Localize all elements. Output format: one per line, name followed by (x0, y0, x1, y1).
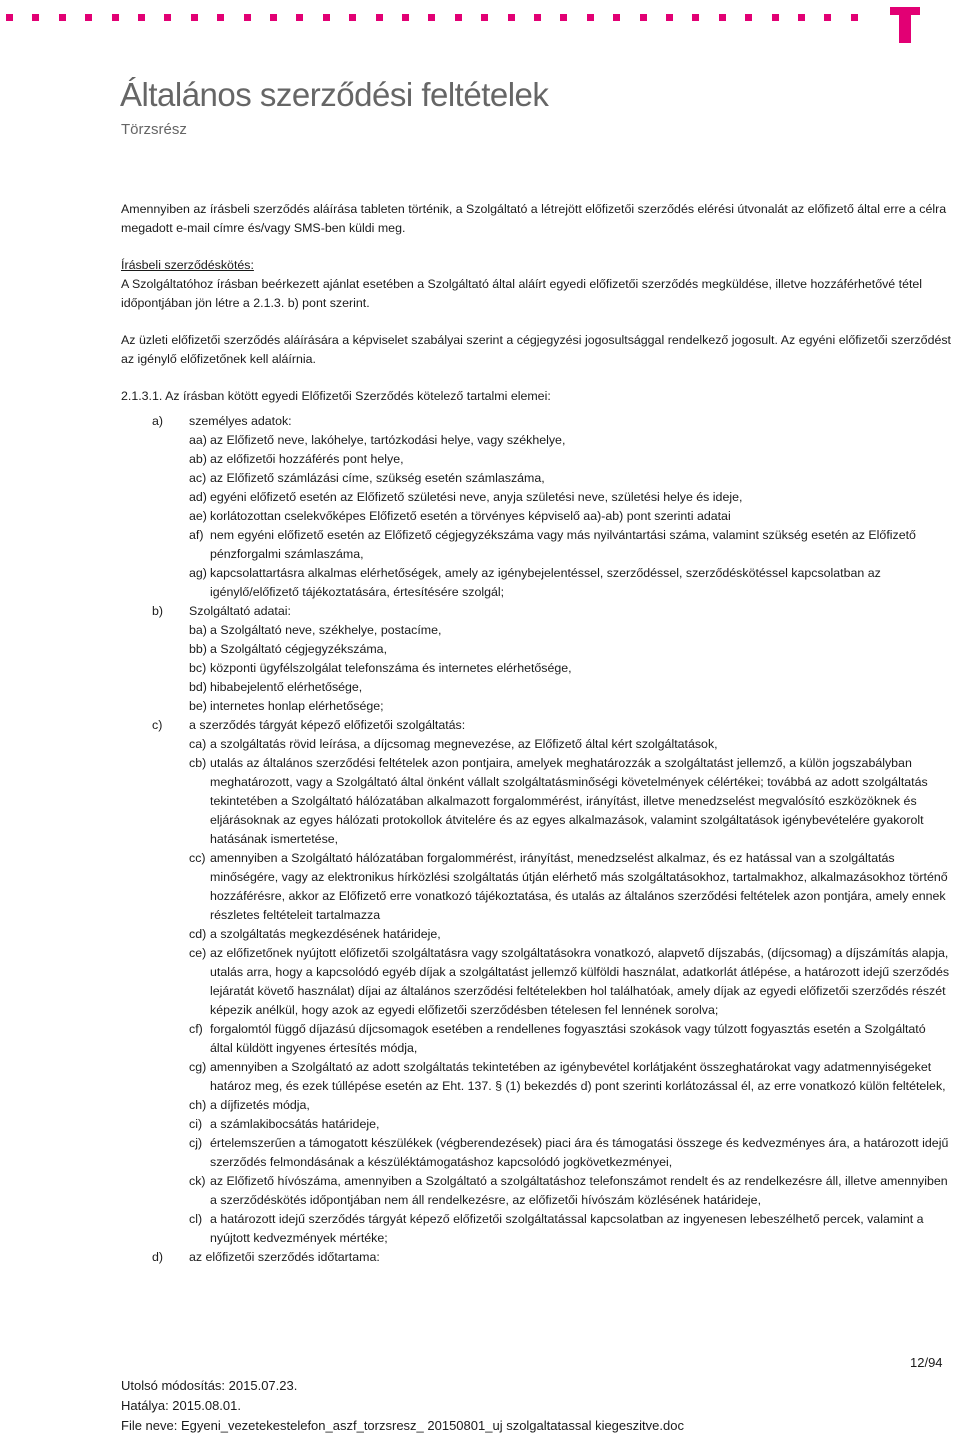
header-dot (508, 14, 515, 21)
sub-list-item-label: ch) (189, 1098, 207, 1112)
header-dot (217, 14, 224, 21)
list-item (121, 1248, 951, 1267)
sub-list-item (121, 754, 951, 849)
header-dot (851, 14, 858, 21)
sub-list-item (121, 849, 951, 925)
sub-list-item-text: a díjfizetés módja, (210, 1098, 310, 1112)
content-list (121, 412, 951, 1267)
sub-list-item (121, 1134, 951, 1172)
header-dot (376, 14, 383, 21)
section-heading: Írásbeli szerződéskötés: (121, 258, 254, 272)
t-logo-icon (886, 7, 926, 43)
sub-list-item (121, 735, 951, 754)
sub-list-item-label: bd) (189, 680, 207, 694)
list-item (121, 716, 951, 735)
sub-list-item-label: cb) (189, 756, 207, 770)
page-number: 12/94 (910, 1355, 943, 1370)
sub-list-item (121, 1058, 951, 1096)
header-dot (85, 14, 92, 21)
list-item-text: a szerződés tárgyát képező előfizetői szolgáltatás: (189, 718, 466, 732)
sub-list-item-label: bb) (189, 642, 207, 656)
sub-list-item-label: ae) (189, 509, 207, 523)
sub-list-item-label: ck) (189, 1174, 206, 1188)
header-dot (613, 14, 620, 21)
header-dot (244, 14, 251, 21)
sub-list-item-text: egyéni előfizető esetén az Előfizető születési neve, anyja születési neve, születési helye és ideje, (210, 490, 743, 504)
header-dot (692, 14, 699, 21)
sub-list-item-text: az előfizetőnek nyújtott előfizetői szolgáltatásra vagy szolgáltatásokra vonatkozó, alapvető díjszabás, (díjcsomag) a díjszámítás alapja, utalás arra, hogy a kapcsolódó egyéb díjak a szolgáltatást jellemző külföldi használat, adatkorlát átlépése, a határozott idejű szerződés lejáratát követő használat) díjai az általános szerződési feltételekben hol találhatóak, amely díjak az egyedi előfizetői szerződés részét képezik anélkül, hogy azok az egyedi előfizetői szerződésben tételesen fel lennének sorolva; (210, 946, 950, 1017)
header-dot (560, 14, 567, 21)
header-dot (138, 14, 145, 21)
sub-list-item-label: ad) (189, 490, 207, 504)
sub-list-item-text: kapcsolattartásra alkalmas elérhetőségek, amely az igénybejelentéssel, szerződéssel, szerződéskötéssel kapcsolatban az igénylő/előfizető tájékoztatására, értesítésére szolgál; (210, 566, 881, 599)
header-dot (112, 14, 119, 21)
header-dot (32, 14, 39, 21)
sub-list-item (121, 678, 951, 697)
header-dot (587, 14, 594, 21)
footer-effective: Hatálya: 2015.08.01. (121, 1398, 241, 1413)
sub-list-item-label: ci) (189, 1117, 203, 1131)
sub-list-item-label: cg) (189, 1060, 207, 1074)
sub-list-item-text: a határozott idejű szerződés tárgyát képező előfizetői szolgáltatással kapcsolatban az ingyenesen lebeszélhető percek, valamint a nyújtott kedvezmények mértéke; (210, 1212, 924, 1245)
sub-list-item (121, 507, 951, 526)
sub-list-item (121, 488, 951, 507)
header-dot (191, 14, 198, 21)
header-dot (772, 14, 779, 21)
sub-list-item-label: ca) (189, 737, 207, 751)
footer-modified: Utolsó módosítás: 2015.07.23. (121, 1378, 298, 1393)
list-item (121, 602, 951, 621)
header-dot (164, 14, 171, 21)
sub-list-item-text: a szolgáltatás rövid leírása, a díjcsomag megnevezése, az Előfizető által kért szolgáltatások, (210, 737, 718, 751)
sub-list-item (121, 621, 951, 640)
sub-list-item-text: nem egyéni előfizető esetén az Előfizető cégjegyzékszáma vagy más nyilvántartási száma, valamint szükség esetén az Előfizető pénzforgalmi számlaszáma, (210, 528, 916, 561)
header-dot (323, 14, 330, 21)
sub-list-item-text: az Előfizető hívószáma, amennyiben a Szolgáltató a szolgáltatáshoz telefonszámot rendelt és az rendelkezésre áll, illetve amennyiben a szerződéskötés időpontjában nem áll rendelkezésre, az előfizetői hívószám közlésének határideje, (210, 1174, 948, 1207)
header-dot (481, 14, 488, 21)
header-dot (640, 14, 647, 21)
sub-list-item-label: ab) (189, 452, 207, 466)
sub-list-item-text: forgalomtól függő díjazású díjcsomagok esetében a rendellenes fogyasztási szokások vagy túlzott fogyasztás esetén a Szolgáltató által küldött ingyenes értesítés módja, (210, 1022, 926, 1055)
header-dot (666, 14, 673, 21)
list-item-text: az előfizetői szerződés időtartama: (189, 1250, 380, 1264)
business-paragraph: Az üzleti előfizetői szerződés aláírására a képviselet szabályai szerint a cégjegyzési jogosultsággal rendelkező jogosult. Az egyéni előfizetői szerződést az igénylő előfizetőnek kell aláírnia. (121, 333, 951, 366)
sub-list-item-label: cc) (189, 851, 206, 865)
header-dot (798, 14, 805, 21)
list-item (121, 412, 951, 431)
sub-list-item-label: cd) (189, 927, 207, 941)
list-item-label: b) (152, 604, 164, 618)
sub-list-item-label: ag) (189, 566, 207, 580)
sub-list-item-text: amennyiben a Szolgáltató hálózatában forgalommérést, irányítást, menedzselést alkalmaz, és ez hatással van a szolgáltatás minőségére, vagy az elektronikus hírközlési szolgáltatás útján elérhető más szolgáltatásokhoz, tartalmakhoz, alkalmazásokhoz történő hozzáférésre, akkor az Előfizető erre vonatkozó tájékoztatása, és utalás az általános szerződési feltételek azon pontjára, amely ennek részletes feltételeit tartalmazza (210, 851, 948, 922)
sub-list-item (121, 659, 951, 678)
sub-list-item-text: az előfizetői hozzáférés pont helye, (210, 452, 404, 466)
header-dot (745, 14, 752, 21)
sub-list-item (121, 1096, 951, 1115)
sub-list-item-text: amennyiben a Szolgáltató az adott szolgáltatás tekintetében az igénybevétel korlátjaként összeghatárokat vagy adatmennyiségeket határoz meg, és ezek túllépése esetén az Eht. 137. § (1) bekezdés d) pont szerinti korlátozással él, az erre vonatkozó külön feltételek, (210, 1060, 946, 1093)
sub-list-item-text: utalás az általános szerződési feltételek azon pontjaira, amelyek meghatározzák a szolgáltatást jellemző, a külön jogszabályban meghatározott, vagy a Szolgáltató által önként vállalt szolgáltatásminőségi követelmények célértékei; továbbá az adott szolgáltatás tekintetében a Szolgáltató hálózatában alkalmazott forgalommérést, irányítást, illetve menedzselést megvalósító eszközöknek és eljárásoknak az egyes hálózati protokollok átvitelére és az egyes alkalmazások, valamint szolgáltatások igénybevételére gyakorolt hatásának ismertetése, (210, 756, 928, 846)
sub-list-item (121, 640, 951, 659)
sub-list-item (121, 1210, 951, 1248)
header-dot (534, 14, 541, 21)
sub-list-item-text: hibabejelentő elérhetősége, (210, 680, 363, 694)
header-dot (402, 14, 409, 21)
header-dot (270, 14, 277, 21)
sub-list-item-label: be) (189, 699, 207, 713)
sub-list-item (121, 925, 951, 944)
list-item-label: c) (152, 718, 163, 732)
sub-list-item-label: cj) (189, 1136, 203, 1150)
sub-list-item-text: korlátozottan cselekvőképes Előfizető esetén a törvényes képviselő aa)-ab) pont szerinti adatai (210, 509, 731, 523)
header-dot-row (0, 14, 880, 24)
sub-list-item-text: a szolgáltatás megkezdésének határideje, (210, 927, 441, 941)
sub-list-item-text: internetes honlap elérhetősége; (210, 699, 384, 713)
list-item-text: személyes adatok: (189, 414, 292, 428)
sub-list-item (121, 697, 951, 716)
section-body: A Szolgáltatóhoz írásban beérkezett ajánlat esetében a Szolgáltató által aláírt egyedi előfizetői szerződés megküldése, illetve hozzáférhetővé tétel időpontjában jön létre a 2.1.3. b) pont szerint. (121, 277, 923, 310)
document-body (121, 200, 951, 1267)
sub-list-item-label: cf) (189, 1022, 203, 1036)
sub-list-item (121, 431, 951, 450)
sub-list-item (121, 450, 951, 469)
sub-list-item-text: a Szolgáltató neve, székhelye, postacíme, (210, 623, 442, 637)
sub-list-item-text: az Előfizető számlázási címe, szükség esetén számlaszáma, (210, 471, 545, 485)
list-item-text: Szolgáltató adatai: (189, 604, 291, 618)
sub-list-item (121, 1172, 951, 1210)
sub-list-item-text: az Előfizető neve, lakóhelye, tartózkodási helye, vagy székhelye, (210, 433, 566, 447)
header-dot (428, 14, 435, 21)
sub-list-item-text: a számlakibocsátás határideje, (210, 1117, 380, 1131)
sub-list-item-label: cl) (189, 1212, 203, 1226)
sub-list-item (121, 564, 951, 602)
list-item-label: d) (152, 1250, 164, 1264)
document-subtitle: Törzsrész (121, 121, 187, 138)
sub-list-item-label: aa) (189, 433, 207, 447)
header-dot (719, 14, 726, 21)
header-dot (455, 14, 462, 21)
header-dot (6, 14, 13, 21)
sub-list-item (121, 944, 951, 1020)
header-dot (296, 14, 303, 21)
sub-list-item-text: központi ügyfélszolgálat telefonszáma és internetes elérhetősége, (210, 661, 572, 675)
sub-list-item-label: ba) (189, 623, 207, 637)
sub-list-item (121, 469, 951, 488)
sub-list-item-label: ac) (189, 471, 207, 485)
footer-filename: File neve: Egyeni_vezetekestelefon_aszf_torzsresz_ 20150801_uj szolgaltatassal kiegeszitve.doc (121, 1418, 684, 1433)
header-dot (349, 14, 356, 21)
intro-paragraph: Amennyiben az írásbeli szerződés aláírása tableten történik, a Szolgáltató a létrejött előfizetői szerződés elérési útvonalát az előfizető által erre a célra megadott e-mail címre és/vagy SMS-ben küldi meg. (121, 202, 947, 235)
sub-list-item-label: af) (189, 528, 204, 542)
sub-list-item (121, 1020, 951, 1058)
clause-heading: 2.1.3.1. Az írásban kötött egyedi Előfizetői Szerződés kötelező tartalmi elemei: (121, 389, 551, 403)
sub-list-item (121, 1115, 951, 1134)
sub-list-item-text: értelemszerűen a támogatott készülékek (végberendezések) piaci ára és támogatási összege és kedvezményes ára, a határozott idejű szerződés felmondásának a készüléktámogatáshoz kapcsolódó jogkövetkezményei, (210, 1136, 949, 1169)
list-item-label: a) (152, 414, 164, 428)
header-dot (59, 14, 66, 21)
sub-list-item-label: ce) (189, 946, 207, 960)
document-title: Általános szerződési feltételek (120, 76, 549, 113)
header-dot (824, 14, 831, 21)
sub-list-item-label: bc) (189, 661, 207, 675)
sub-list-item-text: a Szolgáltató cégjegyzékszáma, (210, 642, 388, 656)
sub-list-item (121, 526, 951, 564)
footer (121, 1376, 684, 1436)
